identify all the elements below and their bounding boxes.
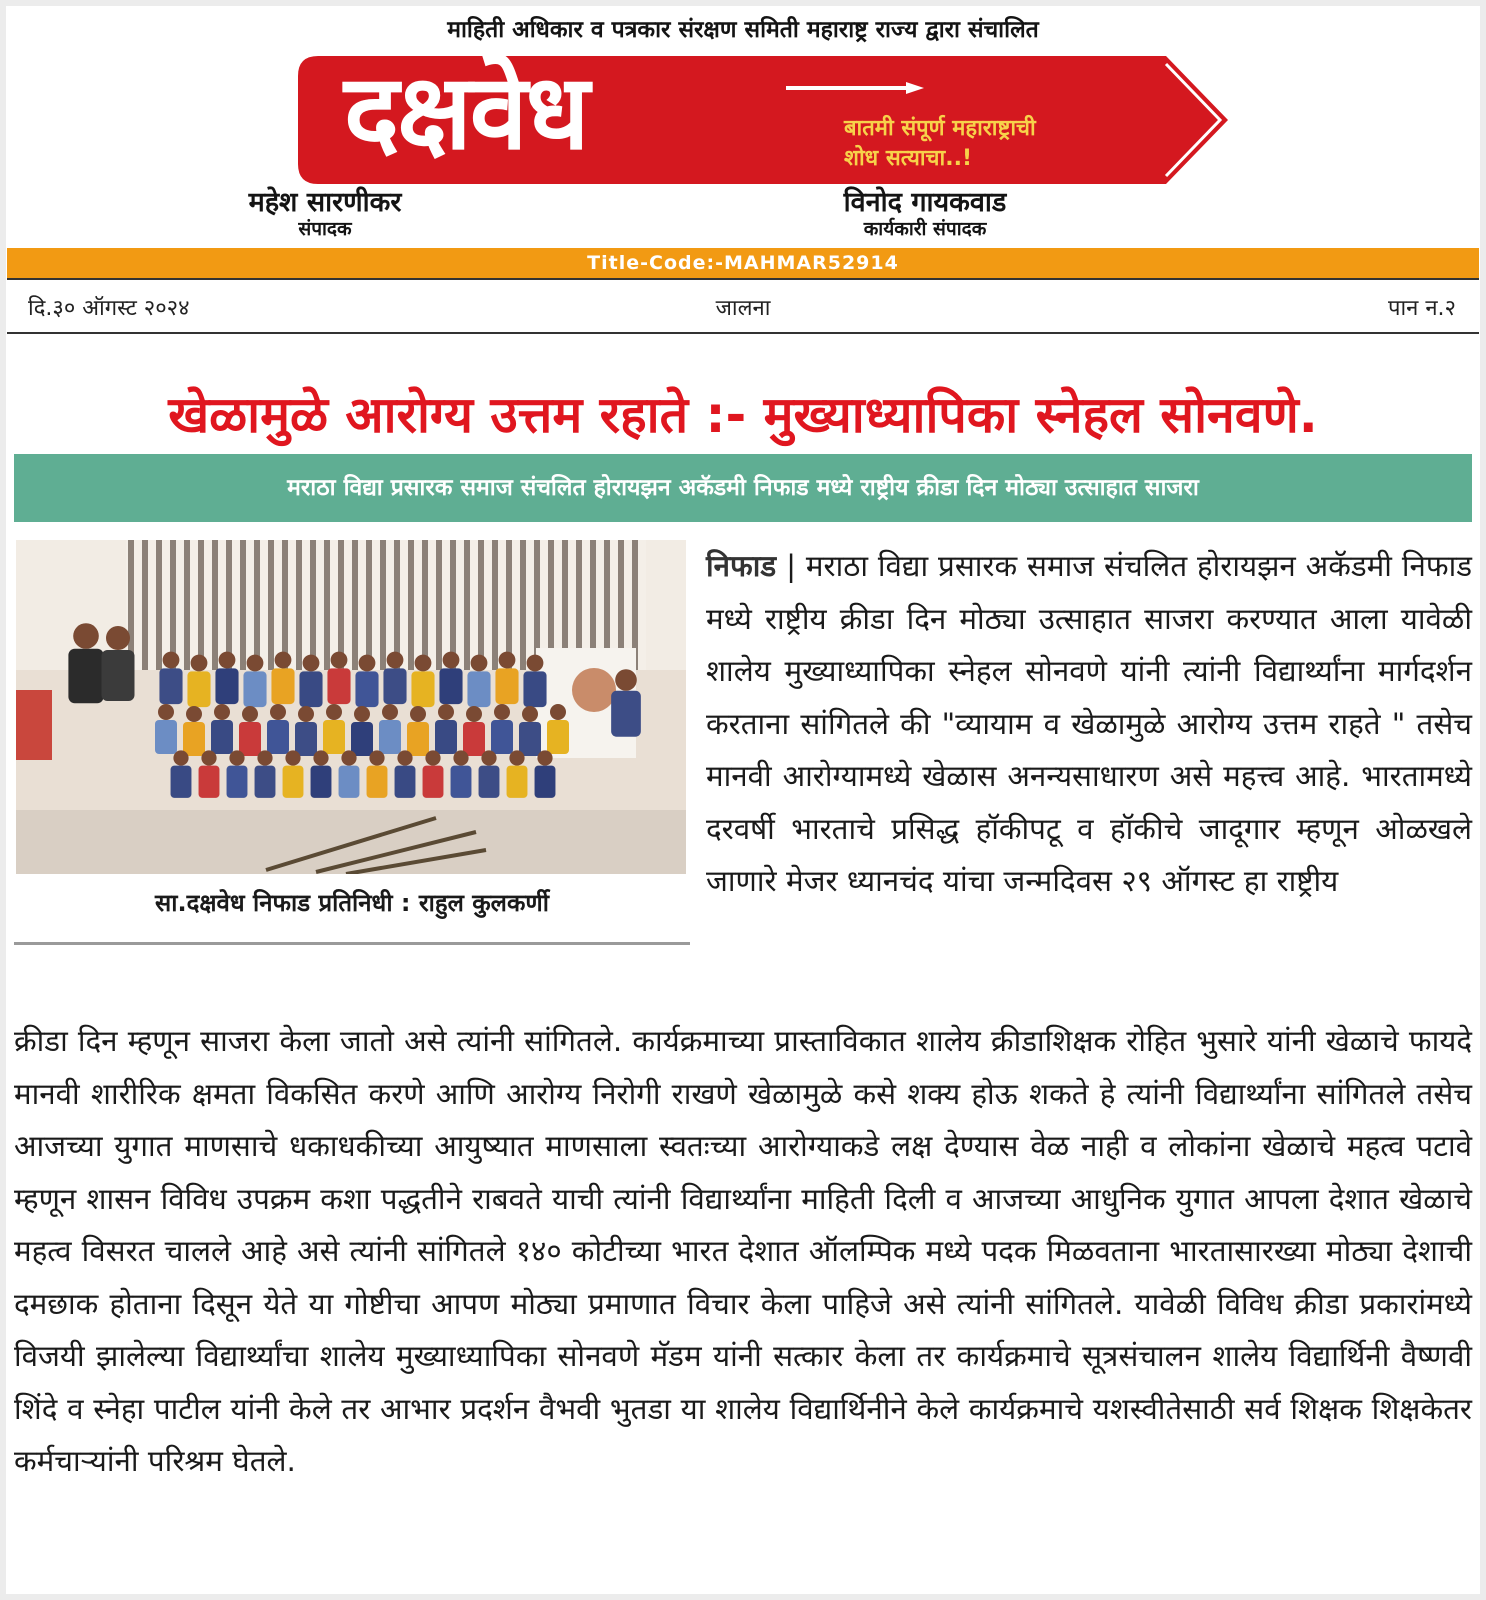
person-body [535,766,556,798]
person-body [68,649,103,703]
executive-editor-block [790,188,1060,240]
group-photo-illustration [16,540,686,874]
person-body [351,722,373,756]
person-body [547,720,569,754]
person-body [339,766,360,798]
person-body [299,671,322,707]
person-head [369,750,384,765]
editor-name: महेश सारणीकर [248,187,402,218]
person-head [341,750,356,765]
person-head [425,750,440,765]
person-body [102,650,135,701]
article-body-paragraph: क्रीडा दिन म्हणून साजरा केला जातो असे त्यांनी सांगितले. कार्यक्रमाच्या प्रास्ताविकात शालेय क्रीडाशिक्षक रोहित भुसारे यांनी खेळाचे फायदे मानवी शारीरिक क्षमता विकसित करणे आणि आरोग्य निरोगी राखणे खेळामुळे कसे शक्य होऊ शकते हे त्यांनी विद्यार्थ्यांना सांगितले तसेच आजच्या युगात माणसाचे धकाधकीच्या आयुष्यात माणसाला स्वतःच्या आरोग्याकडे लक्ष देण्यास वेळ नाही व लोकांना खेळाचे महत्व पटावे म्हणून शासन विविध उपक्रम कशा पद्धतीने राबवते याची त्यांनी विद्यार्थ्यांना माहिती दिली व आजच्या आधुनिक युगात आपला देशात खेळाचे महत्व विसरत चालले आहे असे त्यांनी सांगितले १४० कोटीच्या भारत देशात ऑलम्पिक मध्ये पदक मिळवताना भारतासारख्या मोठ्या देशाची दमछाक होताना दिसून येते या गोष्टीचा आपण मोठ्या प्रमाणात विचार केला पाहिजे असे त्यांनी सांगितले. यावेळी विविध क्रीडा प्रकारांमध्ये विजयी झालेल्या विद्यार्थ्यांचा शालेय मुख्याध्यापिका सोनवणे मॅडम यांनी सत्कार केला तर कार्यक्रमाचे सूत्रसंचालन शालेय विद्यार्थिनी वैष्णवी शिंदे व स्नेहा पाटील यांनी केले तर आभार प्रदर्शन वैभवी भुतडा या शालेय विद्यार्थिनीने केले कार्यक्रमाचे यशस्वीतेसाठी सर्व शिक्षक शिक्षकेतर कर्मचाऱ्यांनी परिश्रम घेतले. [14,1024,1472,1478]
person-head [298,706,314,722]
page-number: पान न.२ [1387,296,1456,321]
dateline-rule [7,332,1479,334]
person-head [201,750,216,765]
person-head [499,652,516,669]
executive-editor-name: विनोद गायकवाड [843,187,1007,218]
edition-city: जालना [715,296,771,321]
person-body [519,722,541,756]
person-body [271,668,294,704]
person-head [257,750,272,765]
person-head [285,750,300,765]
executive-editor-role: कार्यकारी संपादक [863,218,987,240]
editor-role: संपादक [298,218,352,240]
person-body [243,671,266,707]
person-head [466,706,482,722]
person-body [435,720,457,754]
person-body [439,668,462,704]
title-band-rule [7,278,1479,280]
person-body [451,766,472,798]
caption-rule [14,942,690,945]
person-body [159,668,182,704]
person-head [331,652,348,669]
person-head [158,704,174,720]
person-body [423,766,444,798]
person-body [283,766,304,798]
person-head [354,706,370,722]
person-body [187,671,210,707]
article-subheadline: मराठा विद्या प्रसारक समाज संचलित होरायझन अकॅडमी निफाड मध्ये राष्ट्रीय क्रीडा दिन मोठ्या उत्साहात साजरा [14,454,1472,522]
article-headline: खेळामुळे आरोग्य उत्तम रहाते :- मुख्याध्यापिका स्नेहल सोनवणे. [168,386,1318,444]
article-lead-paragraph: निफाड | मराठा विद्या प्रसारक समाज संचलित होरायझन अकॅडमी निफाड मध्ये राष्ट्रीय क्रीडा दिन मोठ्या उत्साहात साजरा करण्यात आला यावेळी शालेय मुख्याध्यापिका स्नेहल सोनवणे यांनी त्यांनी विद्यार्थ्यांना मार्गदर्शन करताना सांगितले की "व्यायाम व खेळामुळे आरोग्य उत्तम राहते " तसेच मानवी आरोग्यामध्ये खेळास अनन्यसाधारण असे महत्त्व आहे. भारतामध्ये दरवर्षी भारताचे प्रसिद्ध हॉकीपटू व हॉकीचे जादूगार म्हणून ओळखले जाणारे मेजर ध्यानचंद यांचा जन्मदिवस २९ ऑगस्ट हा राष्ट्रीय [706,549,1472,898]
newspaper-tagline [844,114,1036,174]
person-head [382,704,398,720]
newspaper-masthead [296,50,1234,186]
person-head [326,704,342,720]
person-body [227,766,248,798]
person-body [523,671,546,707]
person-body [463,722,485,756]
person-body [171,766,192,798]
tagline-line-1: बातमी संपूर्ण महाराष्ट्राची [844,116,1036,141]
person-head [509,750,524,765]
person-head [247,655,264,672]
organization-line: माहिती अधिकार व पत्रकार संरक्षण समिती महाराष्ट्र राज्य द्वारा संचालित [447,17,1039,43]
person-head [106,626,130,650]
person-head [214,704,230,720]
person-body [255,766,276,798]
person-head [438,704,454,720]
person-head [471,655,488,672]
person-head [313,750,328,765]
person-head [443,652,460,669]
person-body [327,668,350,704]
person-head [219,652,236,669]
person-head [397,750,412,765]
person-body [507,766,528,798]
person-head [229,750,244,765]
editor-block [200,188,450,240]
person-head [359,655,376,672]
issue-date: दि.३० ऑगस्ट २०२४ [28,296,190,321]
person-head [242,706,258,722]
person-body [491,720,513,754]
article-lead-text: मराठा विद्या प्रसारक समाज संचलित होरायझन अकॅडमी निफाड मध्ये राष्ट्रीय क्रीडा दिन मोठ्या उत्साहात साजरा करण्यात आला यावेळी शालेय मुख्याध्यापिका स्नेहल सोनवणे यांनी त्यांनी विद्यार्थ्यांना मार्गदर्शन करताना सांगितले की "व्यायाम व खेळामुळे आरोग्य उत्तम राहते " तसेच मानवी आरोग्यामध्ये खेळास अनन्यसाधारण असे महत्त्व आहे. भारतामध्ये दरवर्षी भारताचे प्रसिद्ध हॉकीपटू व हॉकीचे जादूगार म्हणून ओळखले जाणारे मेजर ध्यानचंद यांचा जन्मदिवस २९ ऑगस्ट हा राष्ट्रीय [706,549,1472,898]
person-body [383,668,406,704]
person-body [479,766,500,798]
person-head [303,655,320,672]
person-head [481,750,496,765]
person-head [163,652,180,669]
person-body [239,722,261,756]
person-head [270,704,286,720]
person-body [407,722,429,756]
newspaper-brand-name: दक्षवेध [344,50,588,173]
person-head [615,669,637,691]
person-head [387,652,404,669]
person-head [494,704,510,720]
person-body [183,722,205,756]
person-body [199,766,220,798]
person-body [323,720,345,754]
article-photo [16,540,686,874]
person-body [355,671,378,707]
person-head [191,655,208,672]
photo-caption: सा.दक्षवेध निफाड प्रतिनिधी : राहुल कुलकर्णी [155,889,549,917]
person-head [275,652,292,669]
person-body [155,720,177,754]
person-body [295,722,317,756]
person-head [173,750,188,765]
tagline-line-2: शोध सत्याचा..! [844,146,972,171]
person-head [453,750,468,765]
title-code-band: Title-Code:-MAHMAR52914 [7,248,1479,278]
article-place: निफाड [706,549,777,583]
person-head [550,704,566,720]
person-body [467,671,490,707]
person-body [611,691,641,737]
person-head [537,750,552,765]
person-body [311,766,332,798]
person-body [411,671,434,707]
person-body [267,720,289,754]
person-body [367,766,388,798]
person-head [527,655,544,672]
person-body [495,668,518,704]
person-body [211,720,233,754]
person-head [73,623,99,649]
person-head [415,655,432,672]
person-body [395,766,416,798]
person-body [215,668,238,704]
person-head [522,706,538,722]
person-body [379,720,401,754]
person-head [186,706,202,722]
person-head [410,706,426,722]
